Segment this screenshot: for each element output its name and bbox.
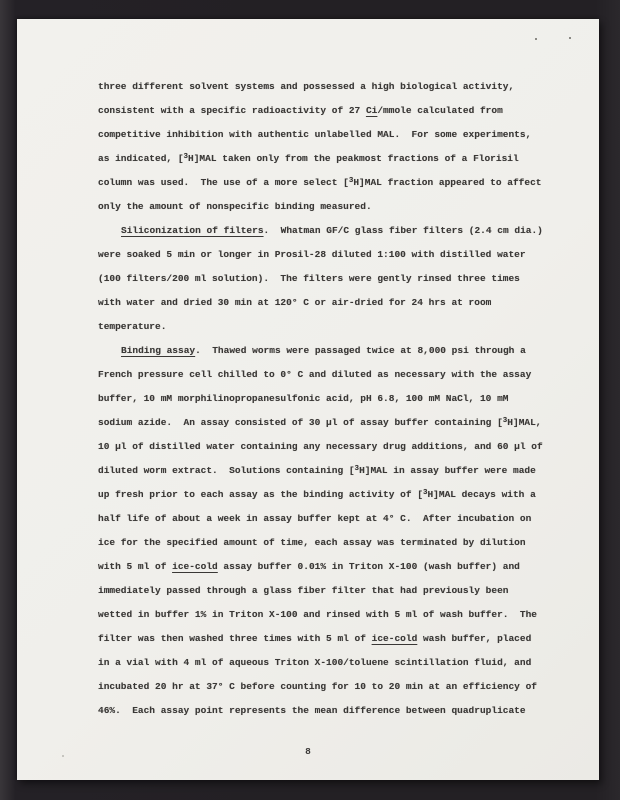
superscript-text: 3 (502, 416, 508, 425)
text-line-12 (98, 339, 568, 363)
text-segment: with 5 ml of (98, 561, 173, 572)
text-segment: column was used. The use of a more select [ (98, 177, 349, 188)
text-line-4 (98, 147, 568, 171)
scan-speck (535, 38, 537, 40)
text-line-17 (98, 459, 568, 483)
text-segment: wash buffer, placed (417, 633, 532, 644)
text-line-22 (98, 579, 568, 603)
text-line-25 (98, 651, 568, 675)
document-text (98, 75, 568, 723)
scan-speck (569, 37, 571, 39)
text-segment: 46%. Each assay point represents the mean difference between quadruplicate (98, 705, 526, 716)
text-segment: were soaked 5 min or longer in Prosil-28 diluted 1:100 with distilled water (98, 249, 526, 260)
text-line-5 (98, 171, 568, 195)
text-segment: wetted in buffer 1% in Triton X-100 and rinsed with 5 ml of wash buffer. The (98, 609, 537, 620)
text-line-15 (98, 411, 568, 435)
text-line-20 (98, 531, 568, 555)
text-segment: immediately passed through a glass fiber filter that had previously been (98, 585, 509, 596)
text-line-11 (98, 315, 568, 339)
text-segment: with water and dried 30 min at 120° C or air-dried for 24 hrs at room (98, 297, 492, 308)
underlined-text: ice-cold (172, 561, 218, 572)
text-segment: assay buffer 0.01% in Triton X-100 (wash buffer) and (217, 561, 520, 572)
text-segment: buffer, 10 mM morphilinopropanesulfonic acid, pH 6.8, 100 mM NaCl, 10 mM (98, 393, 509, 404)
document-page (17, 19, 599, 780)
text-line-7 (98, 219, 568, 243)
text-segment: only the amount of nonspecific binding measured. (98, 201, 372, 212)
text-segment: three different solvent systems and possessed a high biological activity, (98, 81, 515, 92)
text-line-14 (98, 387, 568, 411)
text-segment: H]MAL taken only from the peakmost fractions of a Florisil (188, 153, 519, 164)
text-line-13 (98, 363, 568, 387)
text-line-21 (98, 555, 568, 579)
text-line-18 (98, 483, 568, 507)
superscript-text: 3 (422, 488, 428, 497)
text-segment: . Thawed worms were passaged twice at 8,000 psi through a (195, 345, 526, 356)
text-segment: competitive inhibition with authentic unlabelled MAL. For some experiments, (98, 129, 532, 140)
underlined-text: Ci (365, 105, 378, 116)
text-line-27 (98, 699, 568, 723)
text-segment: up fresh prior to each assay as the binding activity of [ (98, 489, 423, 500)
text-segment: ice for the specified amount of time, each assay was terminated by dilution (98, 537, 526, 548)
text-segment: sodium azide. An assay consisted of 30 μl of assay buffer containing [ (98, 417, 503, 428)
text-line-23 (98, 603, 568, 627)
text-line-6 (98, 195, 568, 219)
text-line-2 (98, 99, 568, 123)
text-line-26 (98, 675, 568, 699)
text-segment: H]MAL, (507, 417, 542, 428)
text-segment: filter was then washed three times with 5 ml of (98, 633, 372, 644)
superscript-text: 3 (183, 152, 189, 161)
text-segment: 10 μl of distilled water containing any necessary drug additions, and 60 μl of (98, 441, 543, 452)
text-segment: in a vial with 4 ml of aqueous Triton X-100/toluene scintillation fluid, and (98, 657, 532, 668)
text-segment: half life of about a week in assay buffer kept at 4° C. After incubation on (98, 513, 532, 524)
superscript-text: 3 (348, 176, 354, 185)
text-line-16 (98, 435, 568, 459)
text-line-1 (98, 75, 568, 99)
text-segment: (100 filters/200 ml solution). The filters were gently rinsed three times (98, 273, 520, 284)
text-segment: H]MAL in assay buffer were made (359, 465, 536, 476)
text-segment: incubated 20 hr at 37° C before counting for 10 to 20 min at an efficiency of (98, 681, 537, 692)
text-segment: as indicated, [ (98, 153, 184, 164)
text-segment: H]MAL fraction appeared to affect (353, 177, 542, 188)
text-line-24 (98, 627, 568, 651)
superscript-text: 3 (354, 464, 360, 473)
underlined-text: Binding assay (121, 345, 196, 356)
text-segment: diluted worm extract. Solutions containing [ (98, 465, 355, 476)
text-segment: temperature. (98, 321, 167, 332)
underlined-text: ice-cold (371, 633, 418, 644)
text-segment: /mmole calculated from (377, 105, 503, 116)
text-line-10 (98, 291, 568, 315)
text-line-3 (98, 123, 568, 147)
text-segment: H]MAL decays with a (427, 489, 536, 500)
text-line-8 (98, 243, 568, 267)
text-line-9 (98, 267, 568, 291)
underlined-text: Siliconization of filters (121, 225, 264, 236)
text-line-19 (98, 507, 568, 531)
text-segment: . Whatman GF/C glass fiber filters (2.4 cm dia.) (263, 225, 543, 236)
text-segment: consistent with a specific radioactivity of 27 (98, 105, 366, 116)
page-number: 8 (305, 746, 311, 757)
text-segment: French pressure cell chilled to 0° C and diluted as necessary with the assay (98, 369, 532, 380)
